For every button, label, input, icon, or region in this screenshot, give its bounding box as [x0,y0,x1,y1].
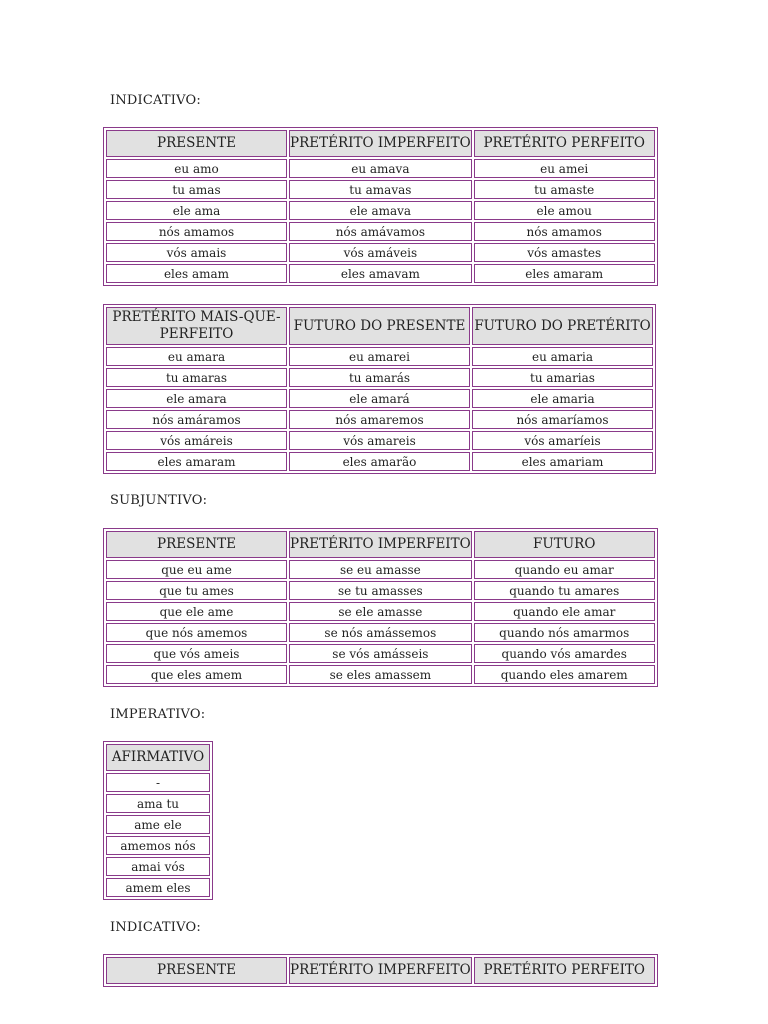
table-cell: quando ele amar [474,602,655,621]
table-cell: eles amam [106,264,287,283]
indicativo-table-3 [103,954,658,987]
table-cell: - [106,773,210,792]
table-cell: se nós amássemos [289,623,472,642]
table-cell: tu amaras [106,368,287,387]
section-heading-subjuntivo: SUBJUNTIVO: [110,493,208,508]
table-cell: eu amei [474,159,655,178]
column-header: PRESENTE [106,957,287,984]
table-cell: que ele ame [106,602,287,621]
table-cell: amai vós [106,857,210,876]
table-cell: eu amava [289,159,472,178]
section-heading-indicativo-2: INDICATIVO: [110,920,201,935]
header-row [106,957,655,984]
table-cell: quando nós amarmos [474,623,655,642]
column-header: FUTURO DO PRETÉRITO [472,307,653,345]
table-row [106,815,210,834]
table-row [106,560,655,579]
table-row [106,222,655,241]
table-cell: eles amavam [289,264,472,283]
table-cell: nós amaremos [289,410,470,429]
table-cell: vós amastes [474,243,655,262]
table-cell: amemos nós [106,836,210,855]
section-heading-imperativo: IMPERATIVO: [110,707,206,722]
table-cell: quando tu amares [474,581,655,600]
table-row [106,857,210,876]
table-cell: nós amaríamos [472,410,653,429]
table-cell: vós amais [106,243,287,262]
header-row [106,531,655,558]
table-cell: tu amavas [289,180,472,199]
table-row [106,773,210,792]
table-cell: tu amarias [472,368,653,387]
column-header: PRETÉRITO MAIS-QUE-PERFEITO [106,307,287,345]
table-cell: ame ele [106,815,210,834]
column-header: PRETÉRITO PERFEITO [474,957,655,984]
table-row [106,410,653,429]
column-header: PRESENTE [106,130,287,157]
table-cell: eles amaram [106,452,287,471]
subjuntivo-table [103,528,658,687]
imperativo-table [103,741,213,900]
table-row [106,665,655,684]
table-cell: tu amarás [289,368,470,387]
table-cell: amem eles [106,878,210,897]
table-cell: quando eles amarem [474,665,655,684]
table-cell: tu amas [106,180,287,199]
table-cell: nós amamos [106,222,287,241]
header-row [106,130,655,157]
table-cell: que eles amem [106,665,287,684]
table-cell: se eles amassem [289,665,472,684]
column-header: FUTURO [474,531,655,558]
table-cell: vós amáreis [106,431,287,450]
table-cell: se vós amásseis [289,644,472,663]
table-row [106,180,655,199]
column-header: AFIRMATIVO [106,744,210,771]
table-cell: ama tu [106,794,210,813]
table-row [106,431,653,450]
table-cell: eu amo [106,159,287,178]
column-header: PRETÉRITO IMPERFEITO [289,531,472,558]
indicativo-table-1 [103,127,658,286]
header-row [106,744,210,771]
table-row [106,602,655,621]
table-cell: que tu ames [106,581,287,600]
table-cell: nós amávamos [289,222,472,241]
column-header: PRESENTE [106,531,287,558]
table-cell: vós amareis [289,431,470,450]
table-cell: ele amara [106,389,287,408]
table-row [106,159,655,178]
table-row [106,836,210,855]
table-row [106,347,653,366]
table-row [106,201,655,220]
table-cell: ele amaria [472,389,653,408]
table-cell: se ele amasse [289,602,472,621]
table-cell: eu amara [106,347,287,366]
table-cell: se tu amasses [289,581,472,600]
table-row [106,581,655,600]
table-cell: eu amaria [472,347,653,366]
table-cell: quando vós amardes [474,644,655,663]
table-row [106,264,655,283]
table-row [106,794,210,813]
table-cell: quando eu amar [474,560,655,579]
table-row [106,452,653,471]
header-row [106,307,653,345]
table-cell: que vós ameis [106,644,287,663]
table-row [106,389,653,408]
table-cell: eles amaram [474,264,655,283]
table-cell: nós amamos [474,222,655,241]
table-cell: ele ama [106,201,287,220]
column-header: PRETÉRITO IMPERFEITO [289,957,472,984]
table-cell: vós amáveis [289,243,472,262]
column-header: PRETÉRITO PERFEITO [474,130,655,157]
table-row [106,878,210,897]
table-cell: eu amarei [289,347,470,366]
table-cell: tu amaste [474,180,655,199]
table-cell: se eu amasse [289,560,472,579]
table-cell: ele amou [474,201,655,220]
table-cell: nós amáramos [106,410,287,429]
table-row [106,368,653,387]
section-heading-indicativo: INDICATIVO: [110,93,201,108]
table-cell: vós amaríeis [472,431,653,450]
table-row [106,623,655,642]
table-cell: ele amava [289,201,472,220]
table-cell: que eu ame [106,560,287,579]
table-cell: eles amariam [472,452,653,471]
table-cell: ele amará [289,389,470,408]
table-cell: que nós amemos [106,623,287,642]
column-header: PRETÉRITO IMPERFEITO [289,130,472,157]
table-row [106,644,655,663]
column-header: FUTURO DO PRESENTE [289,307,470,345]
table-cell: eles amarão [289,452,470,471]
table-row [106,243,655,262]
indicativo-table-2 [103,304,656,474]
